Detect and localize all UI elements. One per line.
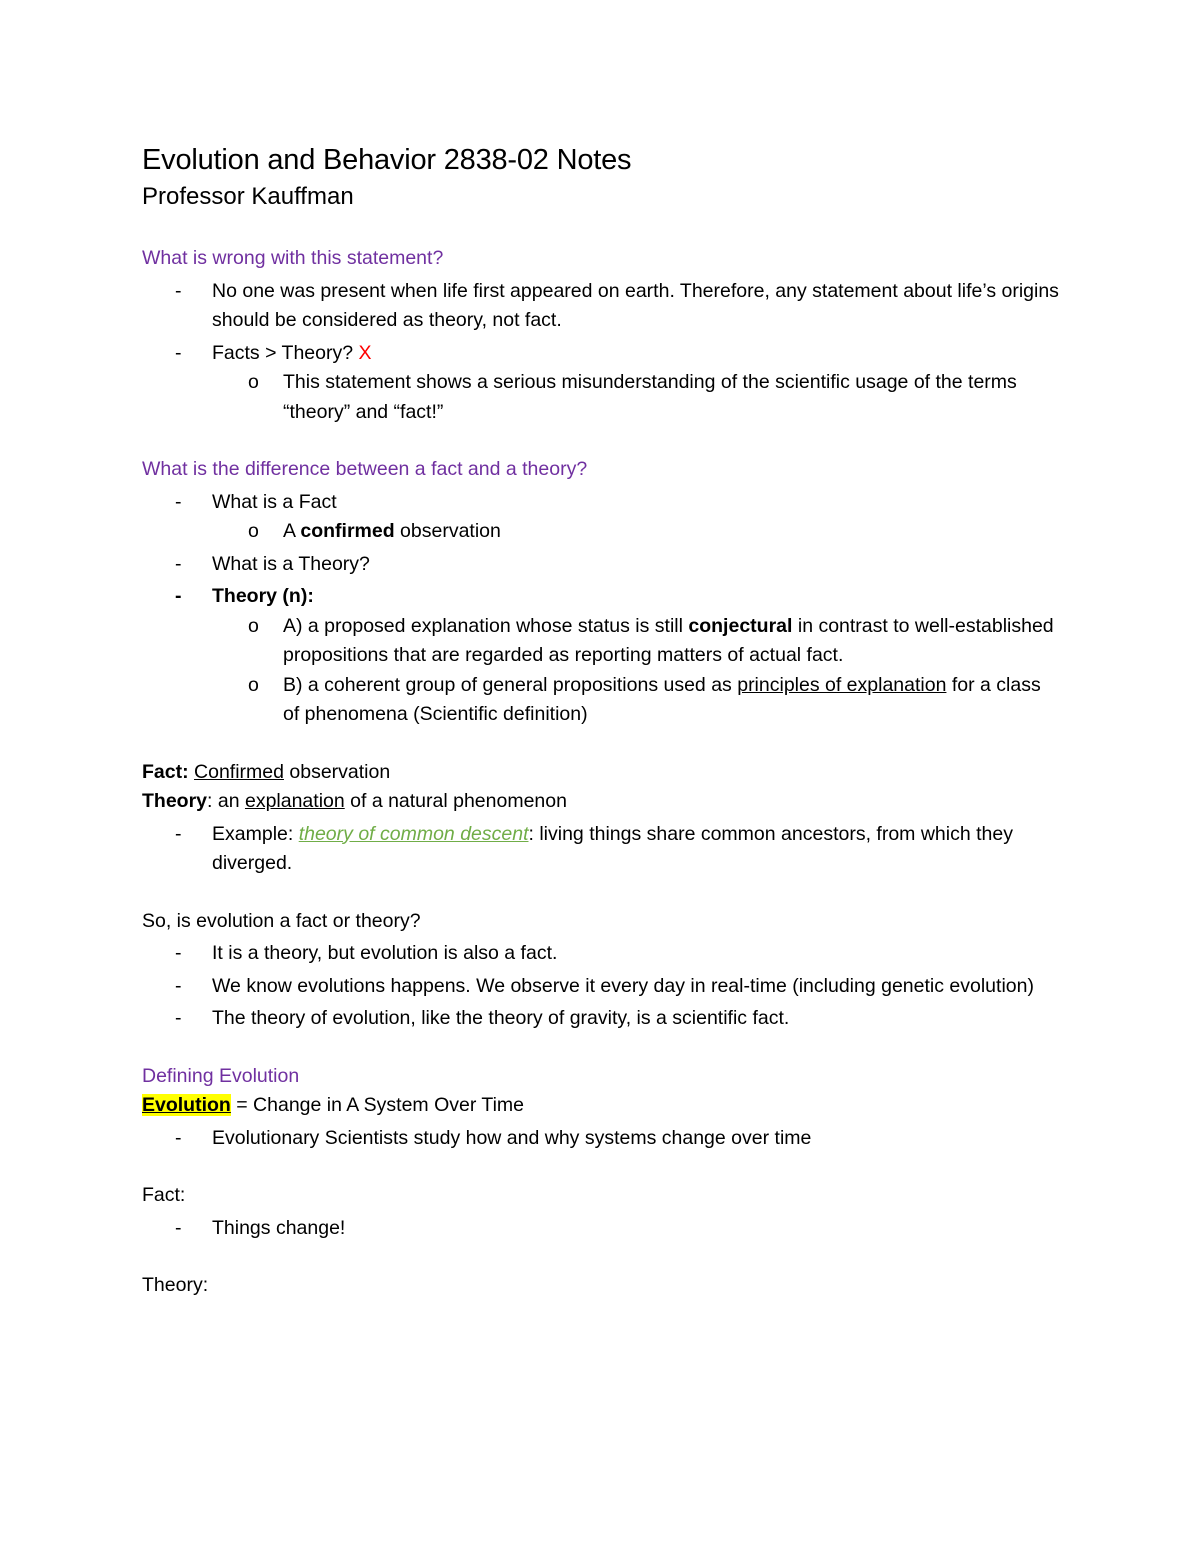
underlined-term: explanation	[244, 790, 345, 812]
section-heading-fact-vs-theory: What is the difference between a fact and a theory?	[142, 458, 588, 480]
sub-list-item	[142, 612, 1062, 671]
list-item: - No one was present when life first appeared on earth. Therefore, any statement about life’s origins should be considered as theory, not fact.	[142, 277, 1062, 336]
text-run: Example:	[212, 822, 299, 845]
document-subtitle: Professor Kauffman	[142, 183, 354, 210]
document-title: Evolution and Behavior 2838-02 Notes	[142, 144, 632, 176]
theory-definition	[142, 787, 1062, 817]
text-run: A) a proposed explanation whose status is still	[283, 614, 689, 637]
highlighted-term: Evolution	[142, 1094, 231, 1116]
text-run: for a class of phenomena (Scientific definition)	[283, 673, 1041, 725]
list-item: - We know evolutions happens. We observe it every day in real-time (including genetic evolution)	[142, 972, 1062, 1002]
bold-term: confirmed	[300, 520, 395, 542]
text-run: : an	[207, 790, 245, 812]
sub-list-item: o This statement shows a serious misunderstanding of the scientific usage of the terms “theory” and “fact!”	[142, 368, 1062, 427]
underlined-term: principles of explanation	[737, 673, 947, 696]
list-item	[142, 339, 1062, 369]
section-heading-wrong-statement: What is wrong with this statement?	[142, 247, 444, 269]
list-item: - It is a theory, but evolution is also a fact.	[142, 939, 1062, 969]
fact-definition	[142, 758, 1062, 788]
list-item: - What is a Fact	[142, 488, 1062, 518]
list-item	[142, 820, 1062, 879]
text-run: in contrast to well-established propositions that are regarded as reporting matters of actual fact.	[283, 614, 1054, 666]
wrong-mark: X	[358, 341, 372, 364]
list-item: - What is a Theory?	[142, 550, 1062, 580]
section-heading-fact-or-theory: So, is evolution a fact or theory?	[142, 909, 421, 932]
list-item: - Things change!	[142, 1214, 1062, 1244]
text-run: observation	[283, 760, 391, 783]
text-run: : living things share common ancestors, from which they diverged.	[212, 822, 1013, 874]
list-item: - The theory of evolution, like the theory of gravity, is a scientific fact.	[142, 1004, 1062, 1034]
section-heading-defining-evolution: Defining Evolution	[142, 1064, 300, 1087]
list-item-theory-definition: - Theory (n):	[142, 582, 1062, 612]
list-item-text: Facts > Theory?	[212, 341, 359, 364]
sub-list-item	[142, 517, 1062, 547]
sub-list-item	[142, 671, 1062, 730]
list-item: - Evolutionary Scientists study how and why systems change over time	[142, 1124, 1062, 1154]
section-heading-fact: Fact:	[142, 1184, 186, 1206]
text-run: B) a coherent group of general propositions used as	[283, 673, 738, 696]
common-descent-link[interactable]: theory of common descent	[298, 822, 529, 845]
document-page	[142, 140, 1062, 1301]
text-run: of a natural phenomenon	[344, 790, 567, 812]
fact-label: Fact:	[142, 760, 189, 783]
theory-label: Theory	[142, 790, 208, 812]
section-heading-theory: Theory:	[142, 1274, 209, 1296]
text-run: = Change in A System Over Time	[230, 1094, 525, 1116]
bold-term: conjectural	[688, 614, 793, 637]
underlined-term: Confirmed	[194, 760, 284, 783]
text-run: observation	[394, 520, 501, 542]
text-run: A	[283, 520, 301, 542]
evolution-definition	[142, 1091, 1062, 1121]
